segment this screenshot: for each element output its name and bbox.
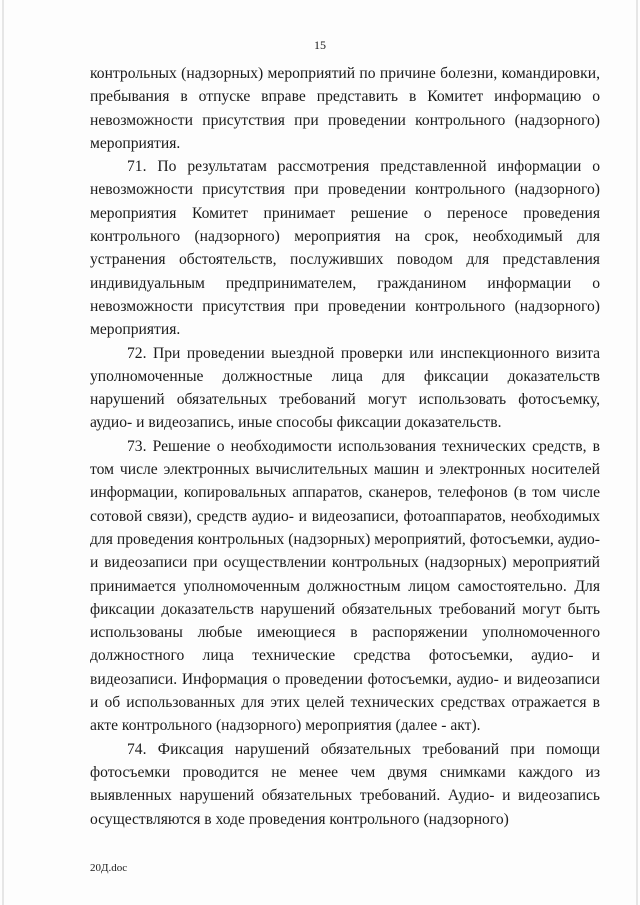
paragraph-74: 74. Фиксация нарушений обязательных требований при помощи фотосъемки проводится не менее чем двумя снимками каждого из выявленных нарушений обязательных требований. Аудио- и видеозапись осуществляются в ходе проведения контрольного (надзорного)	[90, 740, 600, 828]
footer-filename: 20Д.doc	[90, 862, 128, 874]
document-body	[90, 62, 600, 831]
page-number: 15	[314, 38, 326, 52]
paragraph-72: 72. При проведении выездной проверки или инспекционного визита уполномоченные должностные лица для фиксации доказательств нарушений обязательных требований могут использовать фотосъемку, аудио- и видеозапись, иные способы фиксации доказательств.	[90, 344, 600, 432]
scan-edge-left	[2, 0, 4, 905]
paragraph-71: 71. По результатам рассмотрения представленной информации о невозможности присутствия при проведении контрольного (надзорного) мероприятия Комитет принимает решение о переносе проведения контрольного (надзорного) мероприятия на срок, необходимый для устранения обстоятельств, послуживших поводом для представления индивидуальным предпринимателем, гражданином информации о невозможности присутствия при проведении контрольного (надзорного) мероприятия.	[90, 158, 600, 339]
scan-edge-right	[636, 0, 638, 905]
paragraph-73: 73. Решение о необходимости использования технических средств, в том числе электронных вычислительных машин и электронных носителей информации, копировальных аппаратов, сканеров, телефонов (в том числе сотовой связи), средств аудио- и видеозаписи, фотоаппаратов, необходимых для проведения контрольных (надзорных) мероприятий, фотосъемки, аудио- и видеозаписи при осуществлении контрольных (надзорных) мероприятий принимается уполномоченным должностным лицом самостоятельно. Для фиксации доказательств нарушений обязательных требований могут быть использованы любые имеющиеся в распоряжении уполномоченного должностного лица технические средства фотосъемки, аудио- и видеозаписи. Информация о проведении фотосъемки, аудио- и видеозаписи и об использованных для этих целей технических средствах отражается в акте контрольного (надзорного) мероприятия (далее - акт).	[90, 437, 600, 735]
paragraph-continuation: контрольных (надзорных) мероприятий по причине болезни, командировки, пребывания в отпуске вправе представить в Комитет информацию о невозможности присутствия при проведении контрольного (надзорного) мероприятия.	[90, 65, 600, 152]
